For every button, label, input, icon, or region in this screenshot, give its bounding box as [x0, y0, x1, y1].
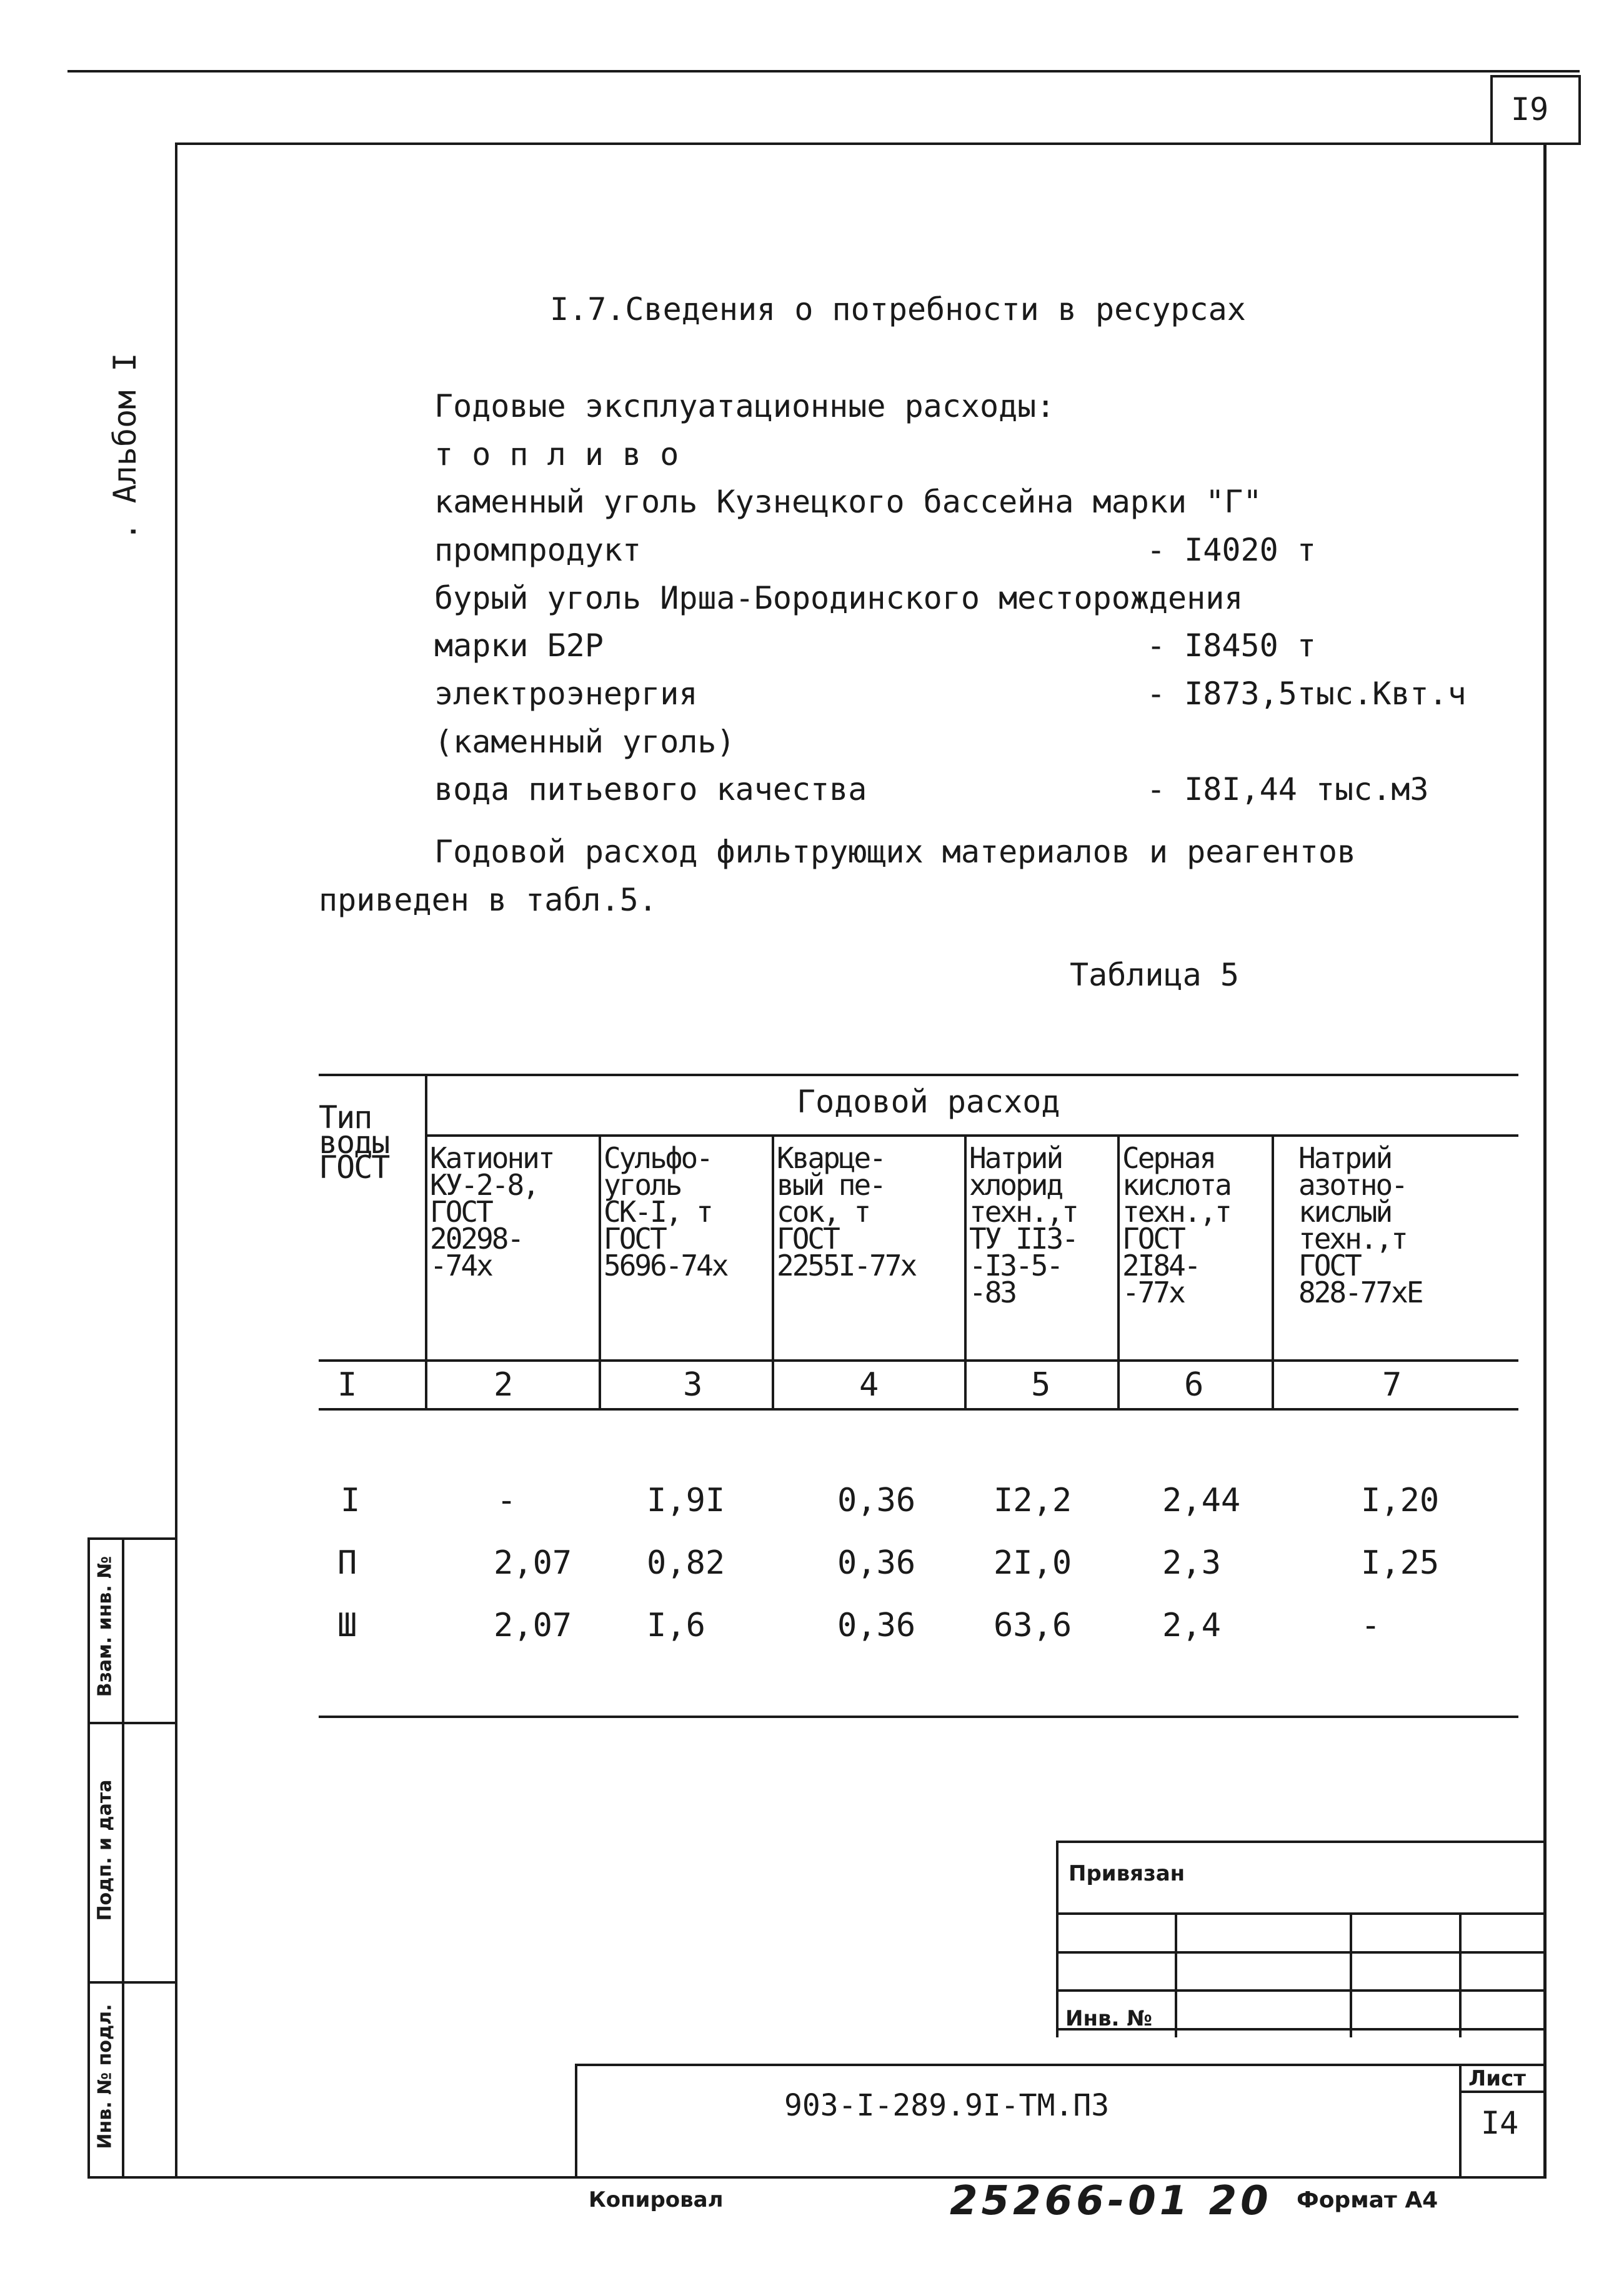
resources-intro: Годовые эксплуатационные расходы: — [434, 388, 1055, 424]
filter-line-1: Годовой расход фильтрующих материалов и реагентов — [434, 834, 1357, 870]
doc-box-left — [575, 2064, 577, 2177]
frame-bottom — [87, 2176, 1547, 2179]
row-3-col5: 63,6 — [994, 1607, 1072, 1644]
col-header-3: Сульфо- уголь СК-I, т ГОСТ 5696-74х — [604, 1141, 727, 1282]
row-1-col3: I,9I — [647, 1482, 725, 1519]
water-label: вода питьевого качества — [434, 771, 867, 807]
frame-top — [175, 142, 1581, 145]
sheet-number-top: I9 — [1511, 91, 1549, 127]
row-2-col3: 0,82 — [647, 1544, 725, 1582]
b2r-label: марки Б2Р — [434, 627, 604, 664]
row-3-col4: 0,36 — [837, 1607, 916, 1644]
table-top-rule — [319, 1074, 1518, 1076]
coal-kuznetsk: каменный уголь Кузнецкого бассейна марки "Г" — [434, 484, 1262, 520]
top-rule — [67, 70, 1580, 72]
filter-line-2: приведен в табл.5. — [319, 882, 657, 918]
stamp-inv-no: Инв. № — [1065, 2006, 1153, 2031]
row-2-col7: I,25 — [1361, 1544, 1440, 1582]
doc-box-right — [1459, 2064, 1462, 2177]
electricity-value: - I873,5тыс.Квт.ч — [1147, 676, 1467, 712]
col-number-6: 6 — [1184, 1366, 1204, 1404]
stamp-row-2 — [1056, 1951, 1545, 1954]
frame-left — [175, 142, 177, 2177]
col-header-7: Натрий азотно- кислый техн.,т ГОСТ 828-77хЕ — [1298, 1141, 1422, 1309]
side-stamp-sep-2 — [87, 1981, 177, 1984]
row-2-col5: 2I,0 — [994, 1544, 1072, 1582]
col-type-header: Тип воды ГОСТ — [319, 1099, 389, 1186]
b2r-value: - I8450 т — [1147, 627, 1316, 664]
side-stamp-left — [87, 1537, 90, 2177]
stamp-row-1 — [1056, 1912, 1545, 1915]
row-1-col7: I,20 — [1361, 1482, 1440, 1519]
table-group-rule — [425, 1134, 1518, 1137]
water-value: - I8I,44 тыс.м3 — [1147, 771, 1429, 807]
row-2-type: П — [337, 1544, 357, 1582]
group-header: Годовой расход — [797, 1084, 1060, 1120]
fuel-heading: т о п л и в о — [434, 436, 679, 472]
col-sep-5 — [1117, 1134, 1120, 1409]
side-inv-podl: Инв. № подл. — [94, 2004, 116, 2149]
table-numbers-bottom — [319, 1408, 1518, 1411]
col-header-2: Катионит КУ-2-8, ГОСТ 20298- -74х — [430, 1141, 554, 1282]
stamp-left — [1056, 1841, 1059, 2037]
col-number-3: 3 — [683, 1366, 703, 1404]
handwritten-number: 25266-01 20 — [950, 2178, 1272, 2224]
col-sep-3 — [772, 1134, 774, 1409]
format-label: Формат А4 — [1297, 2187, 1438, 2213]
col-sep-2 — [599, 1134, 601, 1409]
doc-code: 903-I-289.9I-ТМ.ПЗ — [784, 2088, 1110, 2123]
row-3-col6: 2,4 — [1162, 1607, 1221, 1644]
row-3-type: Ш — [337, 1607, 357, 1644]
row-1-col5: I2,2 — [994, 1482, 1072, 1519]
table-header-bottom — [319, 1359, 1518, 1362]
row-3-col7: - — [1361, 1607, 1381, 1644]
album-label: . Альбом I — [107, 352, 143, 541]
stamp-row-3 — [1056, 1989, 1545, 1992]
row-1-type: I — [341, 1482, 361, 1519]
side-stamp-sep-1 — [87, 1722, 177, 1724]
doc-box-top — [575, 2064, 1545, 2066]
row-1-col2: - — [497, 1482, 517, 1519]
col-header-6: Серная кислота техн.,т ГОСТ 2I84- -77х — [1122, 1141, 1230, 1309]
stamp-vsep-1 — [1175, 1912, 1177, 2037]
list-number: I4 — [1481, 2105, 1519, 2141]
frame-right — [1543, 142, 1547, 2177]
kopiroval-label: Копировал — [589, 2187, 724, 2212]
col-sep-1 — [425, 1074, 427, 1409]
row-3-col2: 2,07 — [494, 1607, 572, 1644]
col-header-4: Кварце- вый пе- сок, т ГОСТ 2255I-77х — [777, 1141, 916, 1282]
promprodukt-value: - I4020 т — [1147, 532, 1316, 568]
col-number-4: 4 — [859, 1366, 879, 1404]
row-1-col6: 2,44 — [1162, 1482, 1241, 1519]
side-vzam-inv: Взам. инв. № — [94, 1556, 116, 1697]
row-1-col4: 0,36 — [837, 1482, 916, 1519]
side-podp-data: Подп. и дата — [94, 1779, 116, 1921]
electricity-label: электроэнергия — [434, 676, 698, 712]
brown-coal: бурый уголь Ирша-Бородинского месторождения — [434, 580, 1243, 616]
table-bottom-rule — [319, 1716, 1518, 1718]
col-sep-6 — [1272, 1134, 1274, 1409]
promprodukt-label: промпродукт — [434, 532, 642, 568]
table-caption: Таблица 5 — [1070, 957, 1239, 993]
section-title: I.7.Сведения о потребности в ресурсах — [550, 291, 1246, 327]
electricity-note: (каменный уголь) — [434, 724, 735, 760]
row-3-col3: I,6 — [647, 1607, 705, 1644]
col-number-2: 2 — [494, 1366, 514, 1404]
stamp-vsep-3 — [1459, 1912, 1462, 2037]
col-sep-4 — [964, 1134, 967, 1409]
row-2-col2: 2,07 — [494, 1544, 572, 1582]
side-stamp-inner — [122, 1537, 124, 2177]
row-2-col6: 2,3 — [1162, 1544, 1221, 1582]
stamp-top — [1056, 1841, 1545, 1843]
col-number-1: I — [337, 1366, 357, 1404]
col-header-5: Натрий хлорид техн.,т ТУ II3- -I3-5- -83 — [969, 1141, 1077, 1309]
col-number-7: 7 — [1382, 1366, 1402, 1404]
side-stamp-top — [87, 1537, 177, 1540]
stamp-privyazan: Привязан — [1069, 1861, 1185, 1886]
col-number-5: 5 — [1031, 1366, 1051, 1404]
list-label: Лист — [1468, 2066, 1526, 2091]
row-2-col4: 0,36 — [837, 1544, 916, 1582]
stamp-vsep-2 — [1350, 1912, 1352, 2037]
